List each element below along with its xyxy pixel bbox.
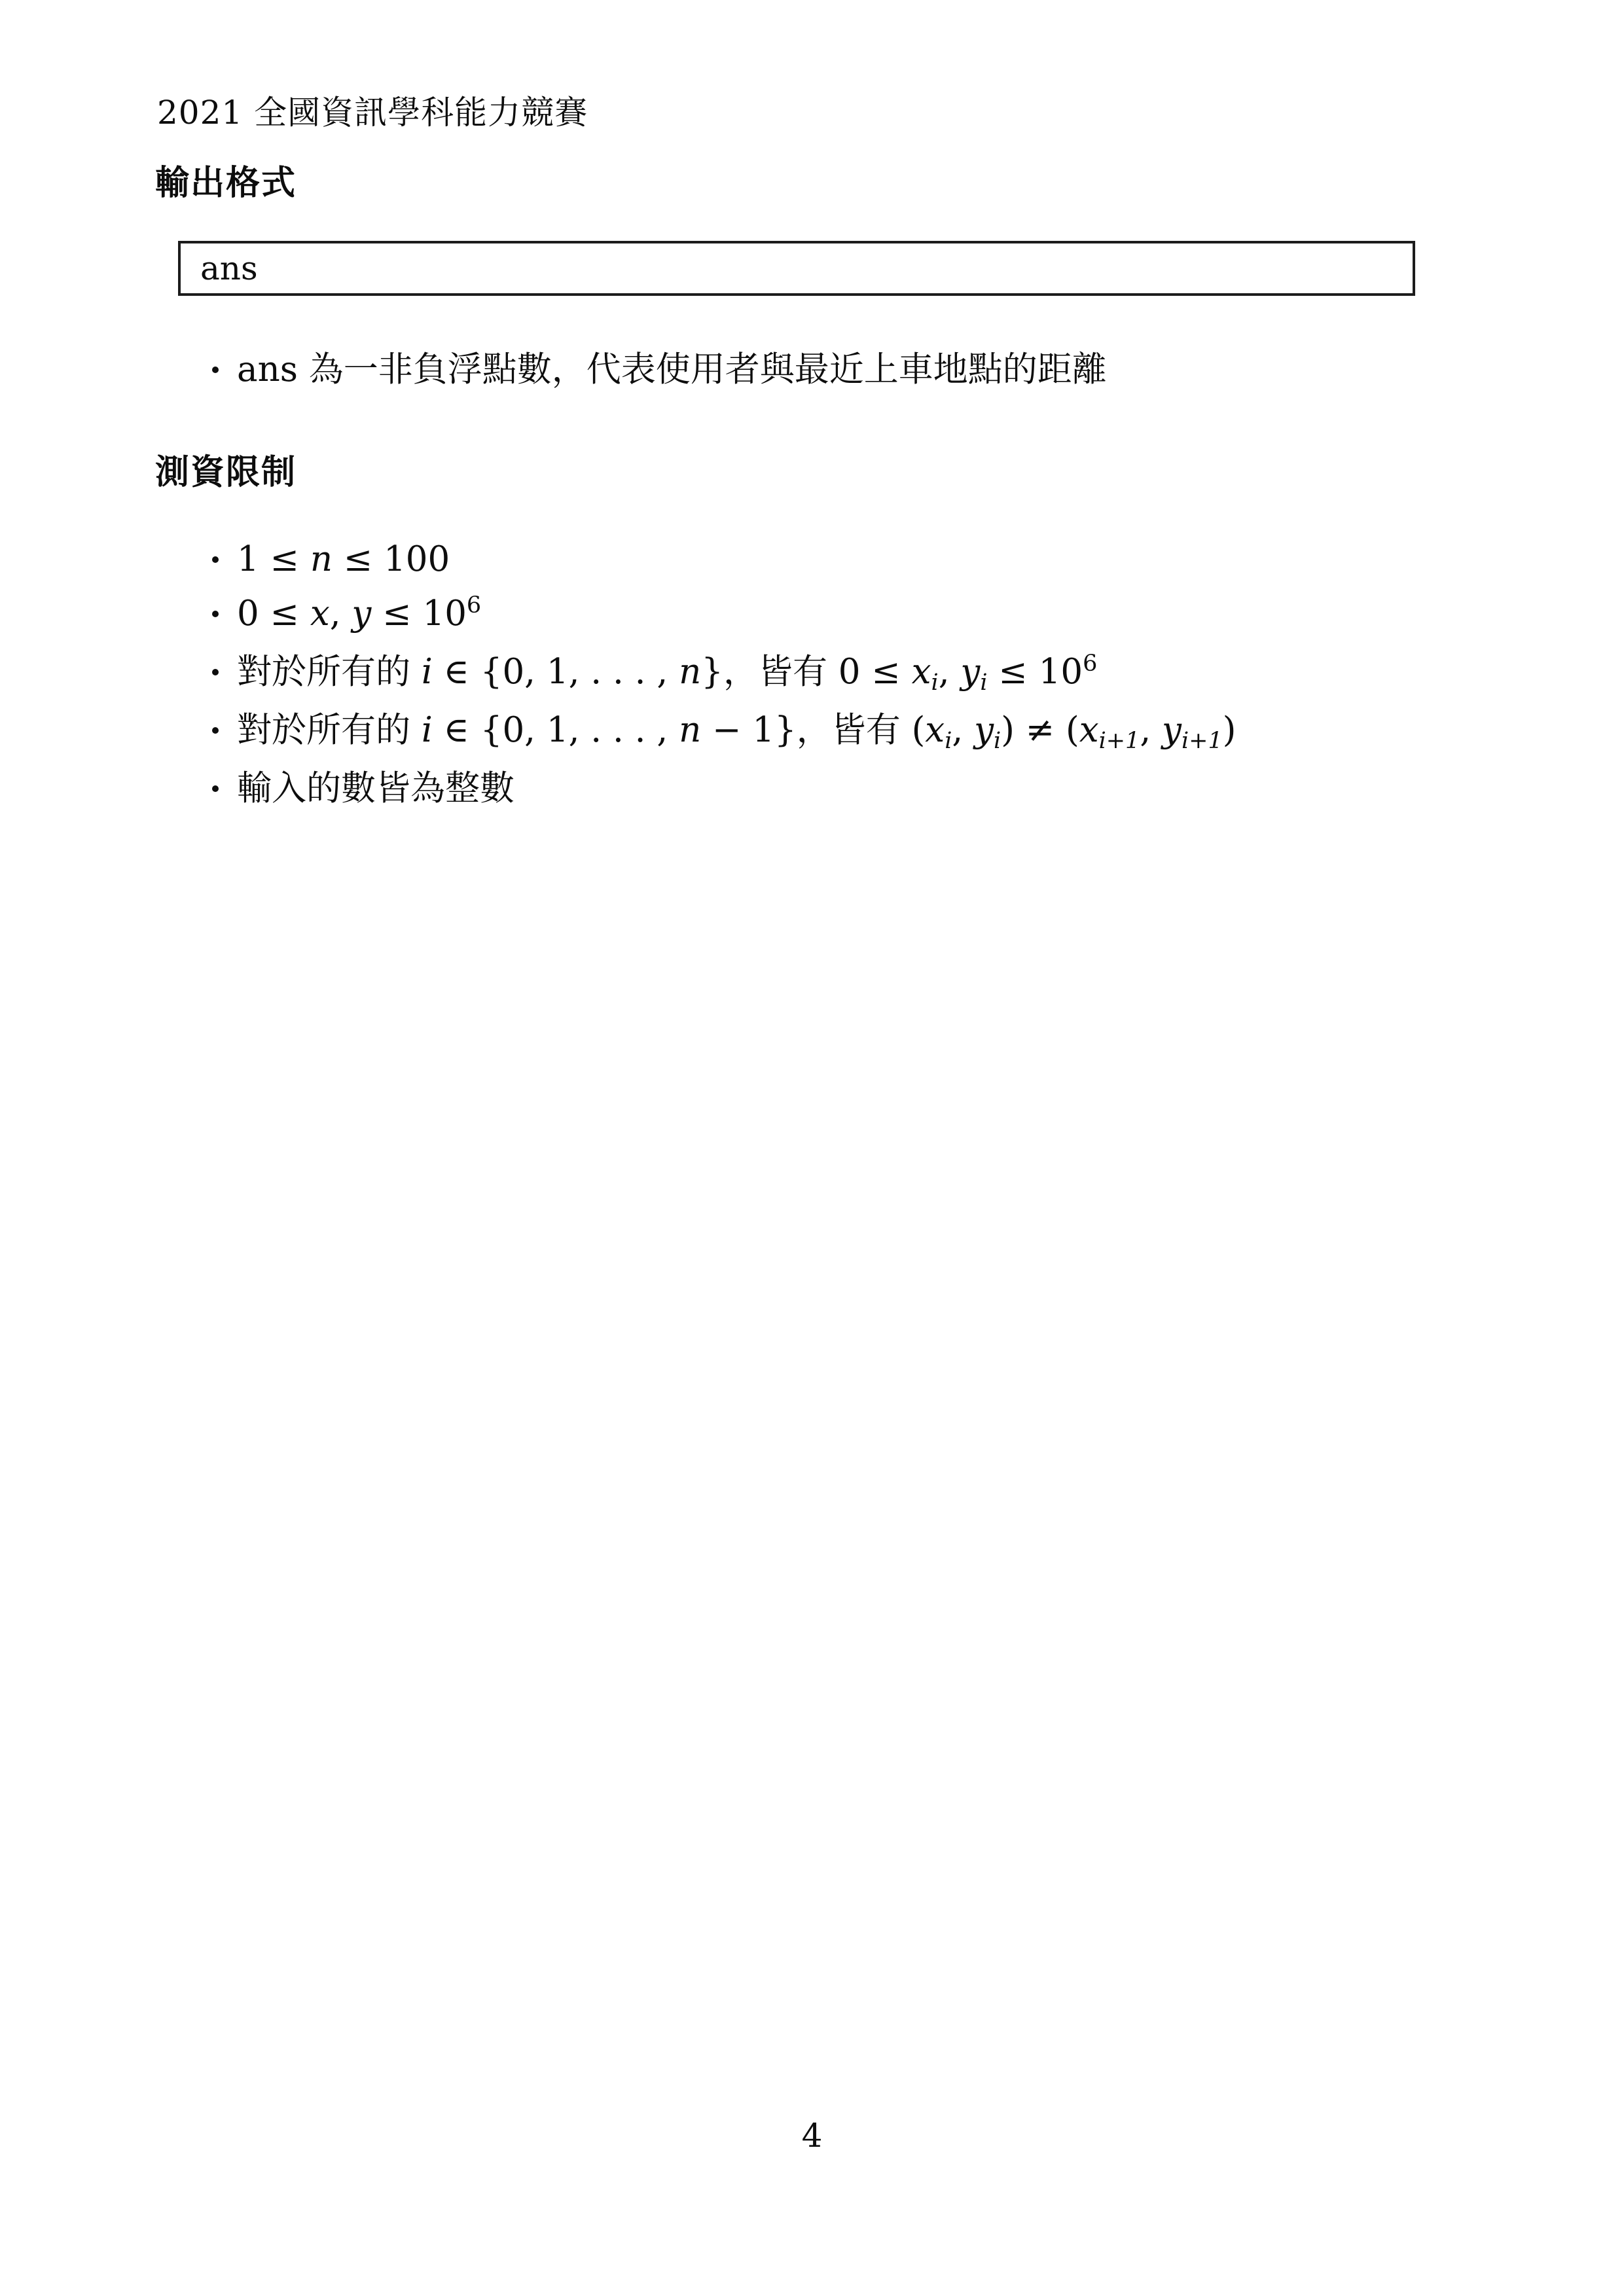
- output-format-code-box: [178, 241, 1415, 296]
- text-segment: ≤ 10: [987, 652, 1083, 692]
- code-box-text: ans: [200, 249, 258, 287]
- text-segment: 對於所有的: [237, 710, 422, 750]
- text-segment: ,: [952, 710, 975, 750]
- list-item: [211, 710, 1236, 755]
- output-notes-list: [211, 350, 1107, 404]
- text-segment: 1 ≤: [237, 539, 310, 579]
- text-segment: x: [925, 710, 945, 750]
- text-segment: n: [679, 652, 702, 692]
- text-segment: ∈ {0, 1, . . . ,: [432, 652, 679, 692]
- text-segment: ,: [1140, 710, 1163, 750]
- text-segment: n: [679, 710, 702, 750]
- text-segment: i: [421, 710, 433, 750]
- text-segment: x: [1079, 710, 1099, 750]
- list-item: [211, 539, 1236, 580]
- list-item-text: [237, 350, 1107, 389]
- constraints-list: [211, 539, 1236, 823]
- list-item: [211, 594, 1236, 638]
- text-segment: x: [310, 594, 330, 634]
- document-header-title: 2021 全國資訊學科能力競賽: [157, 94, 588, 132]
- text-segment: 0 ≤: [237, 594, 310, 634]
- text-segment: ): [1222, 710, 1236, 750]
- text-segment: i: [945, 727, 952, 754]
- bullet-icon: [212, 785, 219, 792]
- section-heading-constraints: 測資限制: [155, 453, 297, 492]
- text-segment: i: [421, 652, 433, 692]
- list-item: [211, 350, 1107, 390]
- page-number: 4: [801, 2117, 823, 2155]
- text-segment: i+1: [1098, 727, 1140, 754]
- text-segment: }，皆有 0 ≤: [701, 652, 912, 692]
- bullet-icon: [212, 611, 219, 617]
- text-segment: i+1: [1181, 727, 1223, 754]
- text-segment: 對於所有的: [237, 652, 422, 692]
- text-segment: n: [310, 539, 333, 579]
- text-segment: − 1}，皆有 (: [701, 710, 926, 750]
- bullet-icon: [212, 727, 219, 734]
- text-segment: ,: [329, 594, 352, 634]
- text-segment: 6: [1083, 650, 1098, 677]
- text-segment: i: [994, 727, 1001, 754]
- text-segment: i: [931, 669, 939, 696]
- text-segment: y: [960, 652, 981, 692]
- text-segment: 6: [466, 592, 482, 619]
- list-item-text: [237, 594, 481, 634]
- text-segment: y: [352, 594, 372, 634]
- text-segment: i: [980, 669, 988, 696]
- list-item: [211, 768, 1236, 809]
- list-item-text: [237, 710, 1236, 754]
- list-item-text: [237, 650, 1098, 696]
- text-segment: x: [911, 652, 931, 692]
- text-segment: y: [974, 710, 994, 750]
- list-item: [211, 652, 1236, 696]
- text-segment: ans 為一非負浮點數，代表使用者與最近上車地點的距離: [237, 350, 1107, 389]
- bullet-icon: [212, 669, 219, 675]
- text-segment: ) ≠ (: [1001, 710, 1079, 750]
- list-item-text: [237, 768, 514, 808]
- text-segment: y: [1162, 710, 1182, 750]
- bullet-icon: [212, 556, 219, 563]
- text-segment: ≤ 100: [332, 539, 450, 579]
- section-heading-output-format: 輸出格式: [155, 164, 297, 203]
- text-segment: ∈ {0, 1, . . . ,: [432, 710, 679, 750]
- text-segment: 輸入的數皆為整數: [237, 768, 514, 808]
- text-segment: ,: [938, 652, 961, 692]
- bullet-icon: [212, 367, 219, 373]
- text-segment: ≤ 10: [371, 594, 467, 634]
- list-item-text: [237, 539, 450, 579]
